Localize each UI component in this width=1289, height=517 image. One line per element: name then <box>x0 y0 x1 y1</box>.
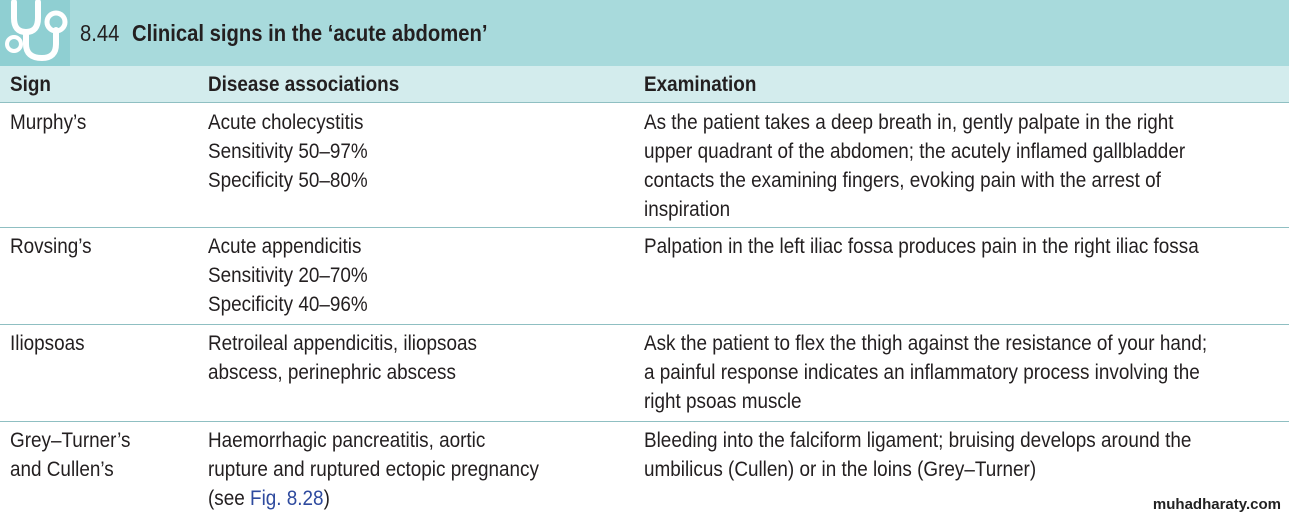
figure-reference <box>208 484 539 513</box>
row-divider <box>0 227 1289 228</box>
disease-cell <box>208 108 368 195</box>
column-header-sign: Sign <box>10 73 51 96</box>
sign-name: and Cullen’s <box>10 458 114 481</box>
examination-line: As the patient takes a deep breath in, gently palpate in the right <box>644 111 1174 134</box>
disease-line: Specificity 40–96% <box>208 293 368 316</box>
examination-line: contacts the examining fingers, evoking pain with the arrest of <box>644 169 1161 192</box>
sign-cell <box>10 232 92 261</box>
table-title <box>80 18 487 48</box>
examination-cell <box>644 232 1199 261</box>
examination-line: inspiration <box>644 198 731 221</box>
table-title-text: Clinical signs in the ‘acute abdomen’ <box>132 20 488 46</box>
disease-line: rupture and ruptured ectopic pregnancy <box>208 458 539 481</box>
row-divider <box>0 421 1289 422</box>
figure-reference-open: (see <box>208 487 251 510</box>
examination-line: Bleeding into the falciform ligament; bruising develops around the <box>644 429 1192 452</box>
disease-line: Sensitivity 20–70% <box>208 264 368 287</box>
disease-line: Specificity 50–80% <box>208 169 368 192</box>
examination-line: right psoas muscle <box>644 390 802 413</box>
examination-line: a painful response indicates an inflammatory process involving the <box>644 361 1200 384</box>
column-header-examination: Examination <box>644 73 757 96</box>
disease-line: Acute cholecystitis <box>208 111 364 134</box>
disease-line: Retroileal appendicitis, iliopsoas <box>208 332 477 355</box>
disease-line: Sensitivity 50–97% <box>208 140 368 163</box>
table-row <box>0 327 1289 423</box>
sign-cell <box>10 426 130 484</box>
column-header-disease: Disease associations <box>208 73 400 96</box>
sign-cell <box>10 329 85 358</box>
sign-cell <box>10 108 86 137</box>
site-watermark: muhadharaty.com <box>1152 496 1281 513</box>
sign-name: Iliopsoas <box>10 332 85 355</box>
table-title-bar <box>0 0 1289 66</box>
examination-line: umbilicus (Cullen) or in the loins (Grey–Turner) <box>644 458 1037 481</box>
examination-cell <box>644 108 1185 224</box>
figure-reference-close: ) <box>323 487 330 510</box>
sign-name: Rovsing’s <box>10 235 92 258</box>
table-row <box>0 424 1289 517</box>
disease-line: Haemorrhagic pancreatitis, aortic <box>208 429 486 452</box>
sign-name: Murphy’s <box>10 111 87 134</box>
examination-line: Palpation in the left iliac fossa produces pain in the right iliac fossa <box>644 235 1199 258</box>
examination-cell <box>644 329 1207 416</box>
disease-cell <box>208 426 539 513</box>
stethoscope-icon <box>0 0 70 66</box>
examination-cell <box>644 426 1191 484</box>
figure-link[interactable]: Fig. 8.28 <box>250 487 324 510</box>
disease-cell <box>208 329 477 387</box>
sign-name: Grey–Turner’s <box>10 429 131 452</box>
disease-cell <box>208 232 368 319</box>
row-divider <box>0 324 1289 325</box>
examination-line: Ask the patient to flex the thigh against the resistance of your hand; <box>644 332 1208 355</box>
table-row <box>0 230 1289 326</box>
table-row <box>0 106 1289 230</box>
disease-line: abscess, perinephric abscess <box>208 361 456 384</box>
disease-line: Acute appendicitis <box>208 235 362 258</box>
column-header-row <box>0 66 1289 103</box>
table-number: 8.44 <box>80 20 120 46</box>
examination-line: upper quadrant of the abdomen; the acutely inflamed gallbladder <box>644 140 1186 163</box>
